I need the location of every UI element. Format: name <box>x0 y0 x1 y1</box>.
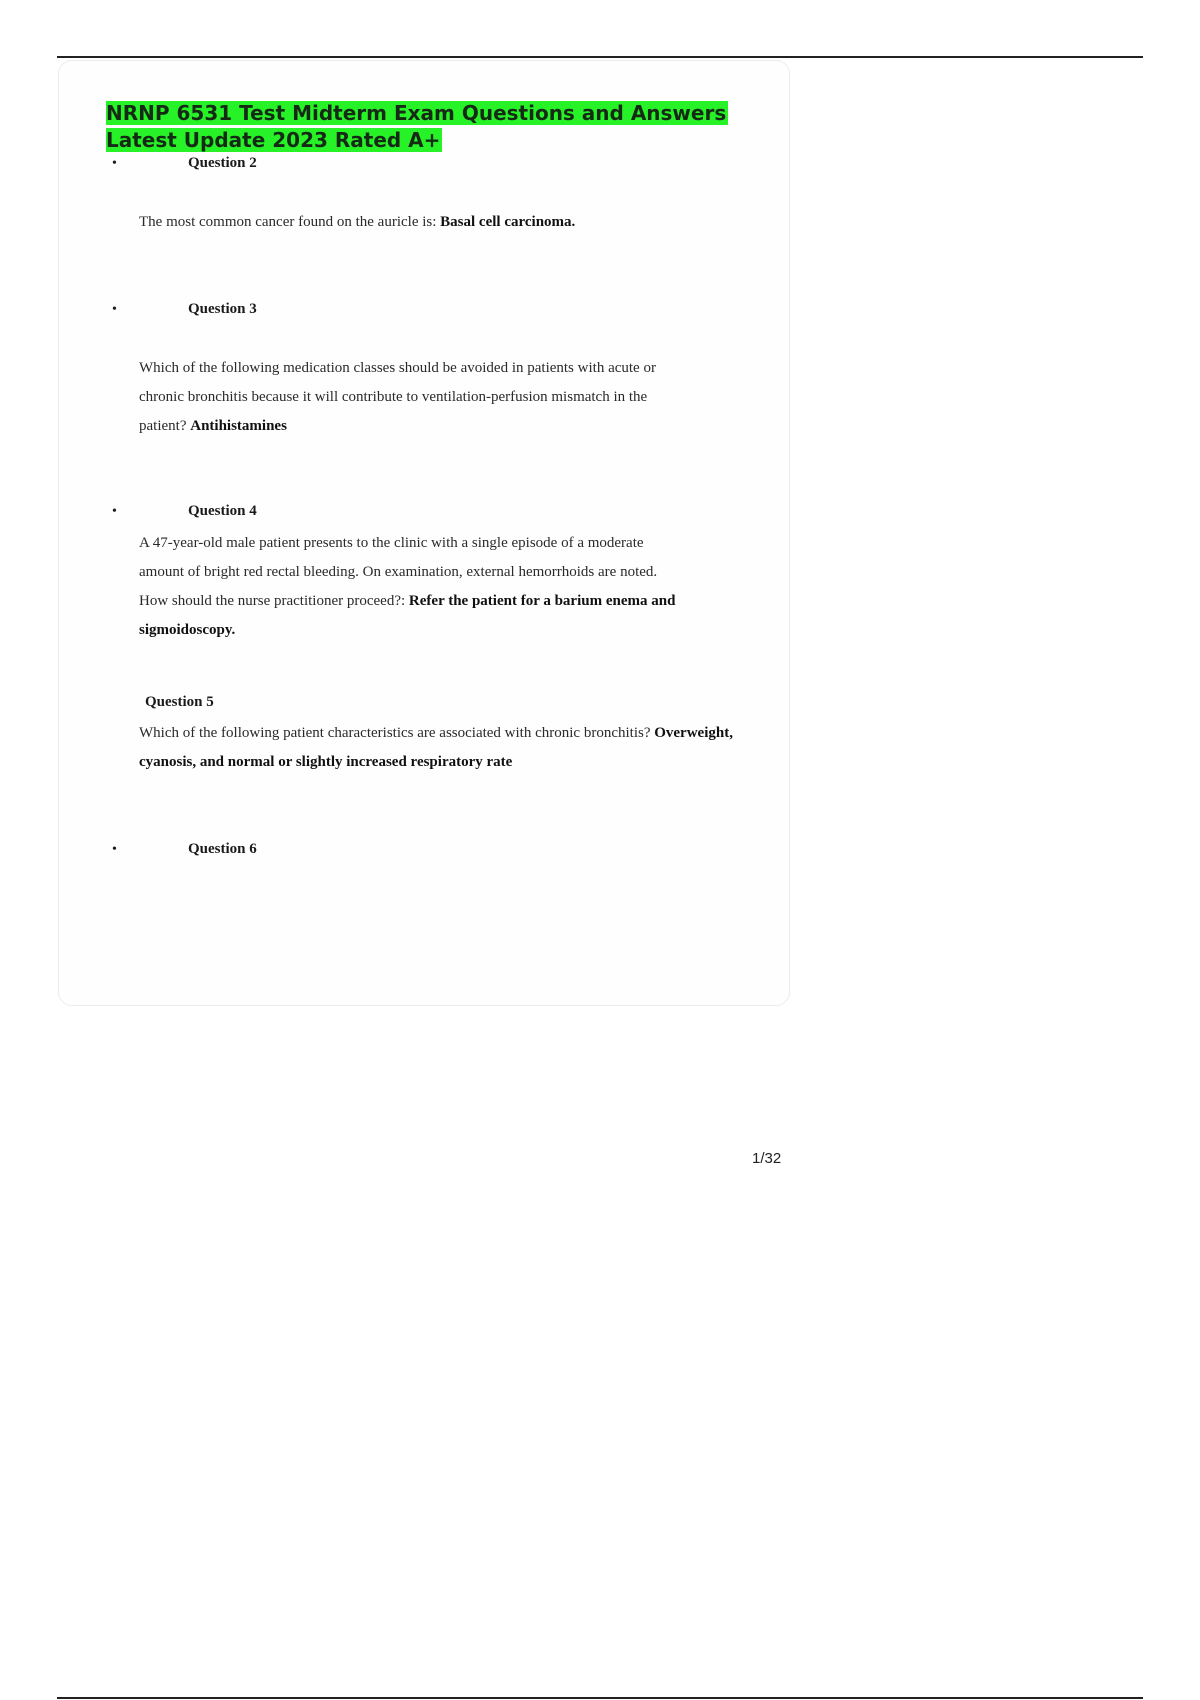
document-title <box>106 100 728 154</box>
question-answer: Basal cell carcinoma. <box>440 214 576 230</box>
question-answer: Refer the patient for a barium enema and sigmoidoscopy. <box>139 593 676 638</box>
question-body <box>139 354 669 441</box>
question-heading: Question 6 <box>188 841 257 857</box>
top-rule <box>57 56 1143 58</box>
question-answer: Antihistamines <box>190 418 287 434</box>
title-line-1: NRNP 6531 Test Midterm Exam Questions and Answers <box>106 101 727 125</box>
question-text: Which of the following medication classes should be avoided in patients with acute or chronic bronchitis because it will contribute to ventilation-perfusion mismatch in the patient? <box>139 360 656 434</box>
title-line-2: Latest Update 2023 Rated A+ <box>106 128 441 152</box>
question-body <box>139 719 759 777</box>
question-heading: Question 2 <box>188 155 257 171</box>
page-number: 1/32 <box>752 1150 782 1167</box>
bullet-icon: • <box>112 842 117 857</box>
question-text: A 47-year-old male patient presents to the clinic with a single episode of a moderate amount of bright red rectal bleeding. On examination, external hemorrhoids are noted. How should the nurse practitioner proceed?: <box>139 535 658 609</box>
question-text: The most common cancer found on the auricle is: <box>139 214 441 230</box>
question-heading: Question 4 <box>188 503 257 519</box>
question-heading: Question 5 <box>145 694 214 710</box>
bullet-icon: • <box>112 504 117 519</box>
bullet-icon: • <box>112 156 117 171</box>
bullet-icon: • <box>112 302 117 317</box>
bottom-rule <box>57 1697 1143 1699</box>
question-body <box>139 529 679 645</box>
question-heading: Question 3 <box>188 301 257 317</box>
question-text: Which of the following patient characteristics are associated with chronic bronchitis? <box>139 725 655 741</box>
question-body <box>139 208 739 237</box>
question-answer: Overweight, cyanosis, and normal or slightly increased respiratory rate <box>139 725 733 770</box>
